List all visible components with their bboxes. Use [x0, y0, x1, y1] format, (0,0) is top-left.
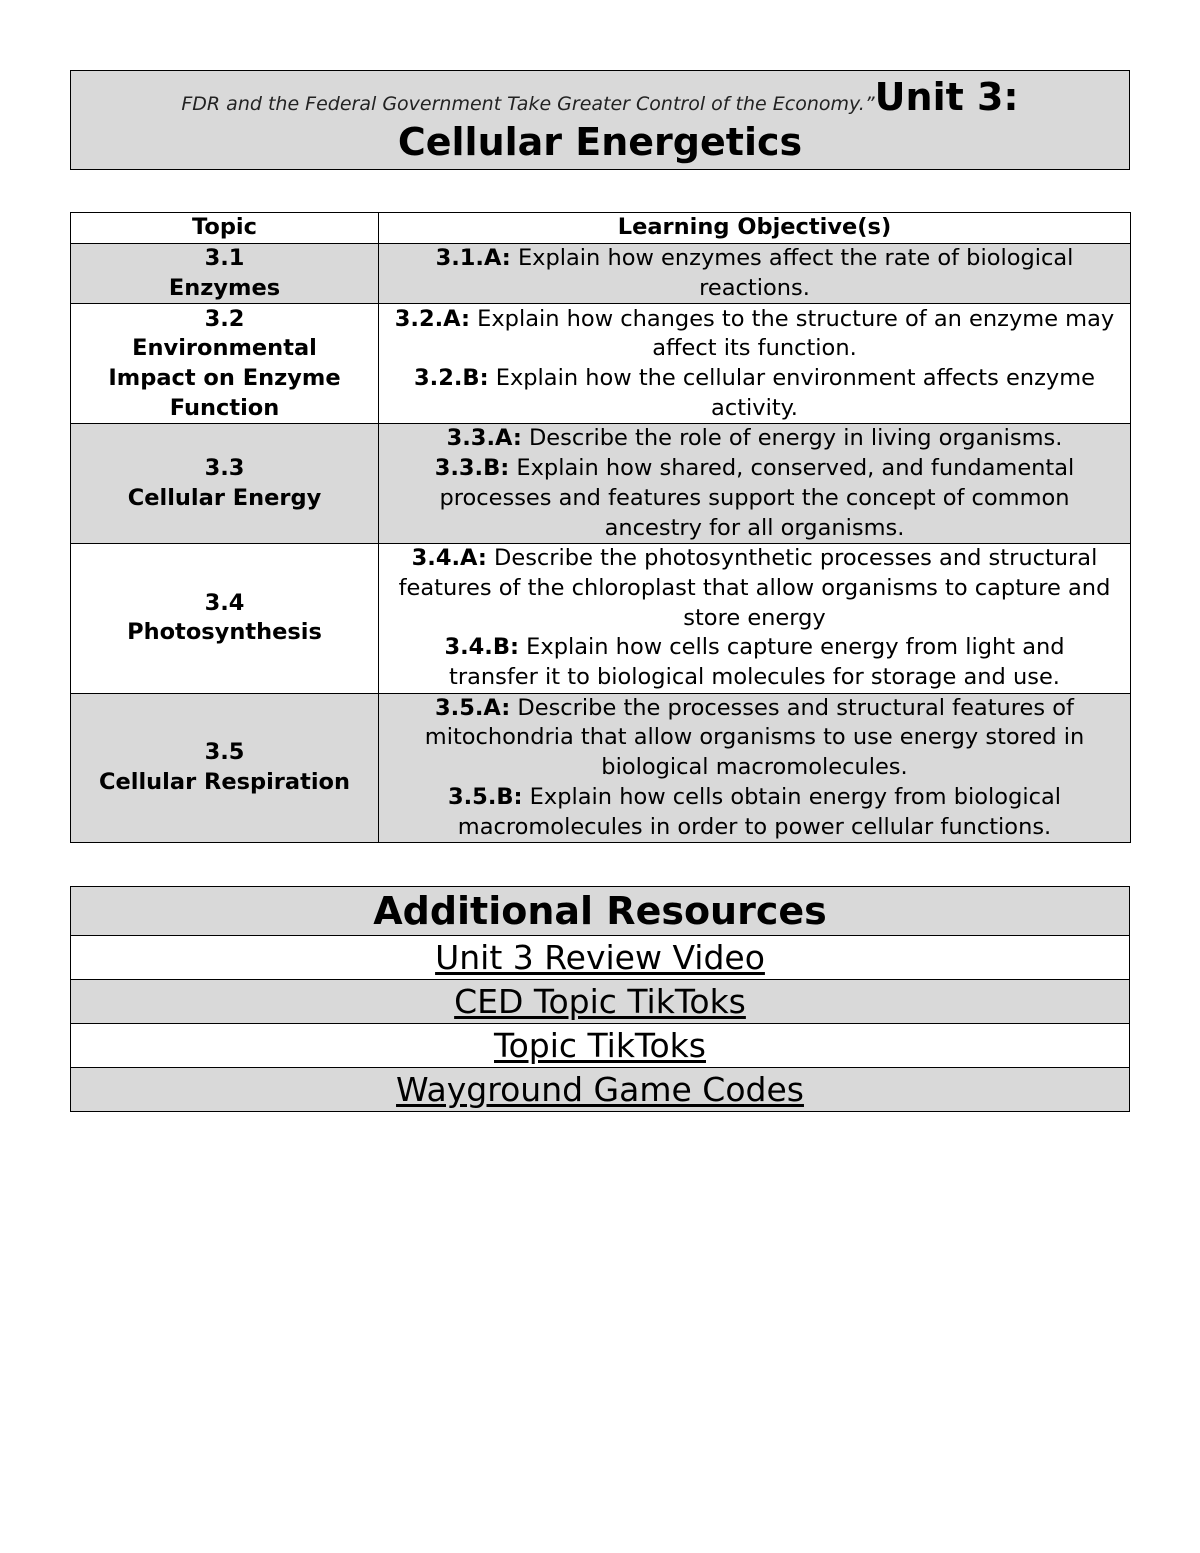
unit-title: Cellular Energetics [397, 120, 803, 164]
topic-number: 3.1 [204, 245, 245, 271]
header-subtitle: FDR and the Federal Government Take Greater Control of the Economy.” [181, 93, 875, 115]
topic-name: Photosynthesis [127, 619, 322, 646]
topic-number: 3.4 [204, 589, 245, 616]
resource-cell [71, 936, 1130, 980]
objective-code: 3.4.A: [411, 545, 487, 572]
resource-row [71, 936, 1130, 980]
topics-table [70, 212, 1131, 843]
objective [383, 694, 1126, 783]
topic-cell [71, 304, 379, 424]
objective-code: 3.5.A: [435, 694, 511, 721]
objective [383, 454, 1126, 543]
topic-name: Environmental Impact on Enzyme Function [108, 335, 341, 421]
resource-cell [71, 980, 1130, 1024]
topic-number: 3.3 [204, 455, 245, 482]
header-line-1 [71, 75, 1129, 119]
column-header-objectives: Learning Objective(s) [379, 213, 1131, 244]
topic-cell [71, 544, 379, 694]
objective-code: 3.5.B: [447, 783, 523, 810]
resources-title: Additional Resources [71, 887, 1130, 936]
objective [383, 783, 1126, 842]
objective-text: Describe the role of energy in living organisms. [521, 425, 1063, 452]
objective-code: 3.3.A: [446, 425, 522, 452]
table-row [71, 244, 1131, 304]
topic-name: Enzymes [168, 274, 281, 301]
objective-code: 3.3.B: [434, 455, 510, 482]
topic-name: Cellular Respiration [98, 768, 351, 795]
topic-name: Cellular Energy [127, 484, 322, 511]
objective [383, 305, 1126, 364]
objective [383, 633, 1126, 692]
resource-link-ced-tiktoks[interactable]: CED Topic TikToks [454, 981, 746, 1021]
table-row [71, 424, 1131, 544]
objective [383, 364, 1126, 423]
objective-text: Describe the processes and structural features of mitochondria that allow organisms to use energy stored in biological macromolecules. [424, 694, 1085, 781]
objective-text: Explain how enzymes affect the rate of biological reactions. [510, 245, 1074, 301]
topic-cell [71, 244, 379, 304]
table-row [71, 304, 1131, 424]
objective-code: 3.2.A: [394, 305, 470, 332]
resource-cell [71, 1068, 1130, 1112]
objectives-cell [379, 424, 1131, 544]
objective-text: Explain how changes to the structure of an enzyme may affect its function. [470, 305, 1115, 362]
unit-number: Unit 3: [874, 75, 1019, 119]
resource-row [71, 1024, 1130, 1068]
objective-code: 3.1.A: [435, 245, 511, 271]
unit-header [70, 70, 1130, 170]
topic-number: 3.2 [204, 305, 245, 332]
objective-text: Explain how cells obtain energy from biological macromolecules in order to power cellular functions. [457, 783, 1062, 840]
document-page [70, 70, 1130, 1112]
table-row [71, 544, 1131, 694]
objective-text: Explain how cells capture energy from light and transfer it to biological molecules for storage and use. [449, 634, 1065, 691]
objective-text: Explain how the cellular environment affects enzyme activity. [488, 364, 1095, 421]
objective [383, 544, 1126, 633]
table-header-row [71, 213, 1131, 244]
topic-cell [71, 424, 379, 544]
objectives-cell [379, 544, 1131, 694]
resources-table [70, 886, 1130, 1112]
objective-text: Describe the photosynthetic processes and structural features of the chloroplast that allow organisms to capture and store energy [398, 545, 1111, 631]
table-row [71, 693, 1131, 843]
objective-code: 3.2.B: [414, 364, 489, 391]
objectives-cell [379, 304, 1131, 424]
objective [383, 424, 1126, 454]
resource-link-review-video[interactable]: Unit 3 Review Video [435, 937, 765, 977]
resource-link-game-codes[interactable]: Wayground Game Codes [396, 1069, 804, 1109]
resources-title-row [71, 887, 1130, 936]
objectives-cell [379, 244, 1131, 304]
objectives-cell [379, 693, 1131, 843]
objective-text: Explain how shared, conserved, and fundamental processes and features support the concept of common ancestry for all organisms. [439, 455, 1075, 541]
objective [383, 244, 1126, 303]
objective-code: 3.4.B: [444, 634, 520, 661]
resource-cell [71, 1024, 1130, 1068]
resource-link-topic-tiktoks[interactable]: Topic TikToks [494, 1025, 706, 1065]
column-header-topic: Topic [71, 213, 379, 244]
topic-number: 3.5 [204, 739, 245, 766]
resource-row [71, 1068, 1130, 1112]
resource-row [71, 980, 1130, 1024]
topic-cell [71, 693, 379, 843]
